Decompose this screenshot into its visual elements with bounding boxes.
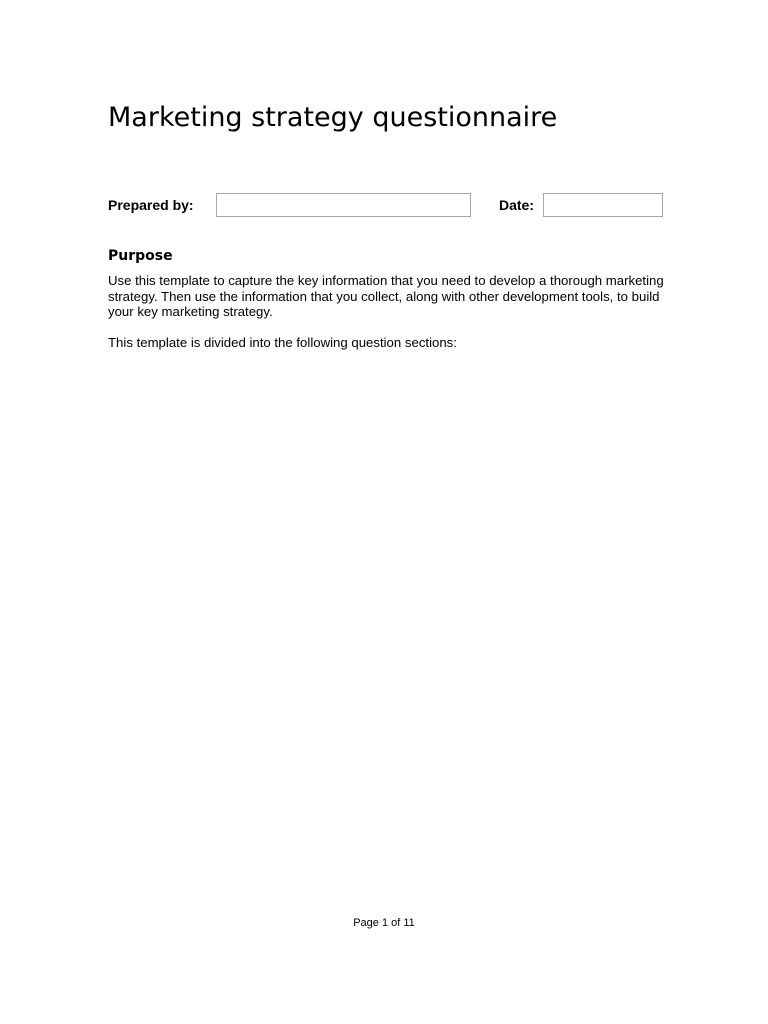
sections-intro-paragraph: This template is divided into the following question sections: — [108, 335, 457, 350]
document-title: Marketing strategy questionnaire — [108, 102, 558, 133]
prepared-by-field[interactable] — [216, 193, 471, 217]
purpose-heading: Purpose — [108, 248, 173, 264]
prepared-by-label: Prepared by: — [108, 197, 194, 213]
date-label: Date: — [499, 197, 535, 213]
date-field[interactable] — [543, 193, 663, 217]
purpose-paragraph: Use this template to capture the key information that you need to develop a thorough marketing strategy. Then use the information that you collect, along with other development tools, to build your key marketing strategy. — [108, 273, 664, 319]
page-number: Page 1 of 11 — [353, 917, 415, 929]
